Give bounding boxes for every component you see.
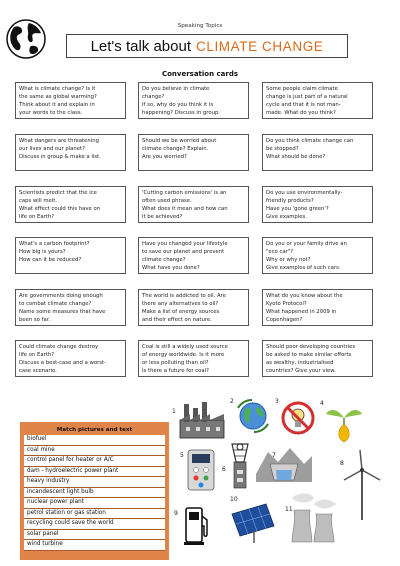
conversation-card [262,289,373,326]
card-text-line: Why or why not? [266,257,311,263]
conversation-card [15,186,126,223]
factory-icon [178,400,226,440]
card-text-line: the same as global warming? [19,94,97,100]
card-text-line: there any alternatives to oil? [142,301,219,307]
card-text-line: What do you know about the [266,293,343,299]
card-text-line: Some people claim climate [266,86,338,92]
biofuel-sprout-icon [324,400,364,444]
title-main: Let's talk about [90,37,191,55]
card-text-line: Should we be worried about [142,138,217,144]
card-text-line: been so far. [19,317,51,323]
matching-item: biofuel [24,435,165,446]
conversation-card [15,82,126,119]
conversation-card [138,186,249,223]
conversation-card [262,82,373,119]
card-text-line: caps will melt. [19,198,58,204]
card-text-line: Do you or your family drive an [266,241,347,247]
card-text-line: your words to the class. [19,110,83,116]
card-text-line: Is there a future for coal? [142,368,209,374]
matching-item: recycling could save the world [24,519,165,530]
conversation-card [138,82,249,119]
card-text-line: Do you use environmentally- [266,190,343,196]
card-text-line: What dangers are threatening [19,138,99,144]
card-text-line: Kyoto Protocol? [266,301,307,307]
card-text-line: Are you worried? [142,154,187,160]
picture-number: 3 [275,398,279,405]
matching-title: Match pictures and text [56,427,133,433]
card-text-line: How big is yours? [19,249,66,255]
matching-item: petrol station or gas station [24,509,165,520]
picture-number: 11 [285,506,293,513]
card-text-line: Do you think climate change can [266,138,354,144]
card-text-line: Give examples. [266,214,307,220]
conversation-card [15,289,126,326]
no-light-bulb-icon [280,400,316,436]
card-text-line: Scientists predict that the ice [19,190,97,196]
picture-number: 2 [230,398,234,405]
card-text-line: change? [142,94,165,100]
title-highlight: CLIMATE CHANGE [196,38,324,54]
conversation-card [138,340,249,377]
card-text-line: life on Earth? [19,352,55,358]
picture-number: 8 [340,460,344,467]
picture-number: 6 [222,466,226,473]
card-text-line: made. What do you think? [266,110,336,116]
conversation-cards-heading: Conversation cards [161,70,239,78]
card-text-line: it be achieved? [142,214,183,220]
card-text-line: Give examples of such cars. [266,265,341,271]
picture-number: 5 [180,452,184,459]
conversation-card [138,134,249,171]
card-text-line: Make a list of energy sources [142,309,220,315]
nuclear-plant-icon [290,490,340,544]
matching-item: solar panel [24,530,165,541]
card-text-line: to save our planet and prevent [142,249,225,255]
card-text-line: cycle and that it is not man- [266,102,341,108]
card-text-line: or less polluting than oil? [142,360,209,366]
card-text-line: countries? Give your view. [266,368,336,374]
control-panel-icon [186,448,216,492]
card-text-line: Could climate change destroy [19,344,99,350]
card-text-line: 'Cutting carbon emissions' is an [142,190,227,196]
conversation-card [262,186,373,223]
card-text-line: What have you done? [142,265,200,271]
card-text-line: life on Earth? [19,214,55,220]
card-text-line: often used phrase. [142,198,192,204]
matching-item: incandescent light bulb [24,488,165,499]
card-text-line: What happened in 2009 in [266,309,337,315]
matching-item: dam - hydroelectric power plant [24,467,165,478]
card-text-line: Name some measures that have [19,309,106,315]
card-text-line: of energy worldwide. Is it more [142,352,225,358]
card-text-line: Have you 'gone green'? [266,206,329,212]
coal-mine-icon [226,442,254,490]
card-text-line: The world is addicted to oil. Are [142,293,226,299]
conversation-card [262,340,373,377]
card-text-line: to combat climate change? [19,301,92,307]
card-text-line: What's a carbon footprint? [19,241,90,247]
picture-number: 7 [272,452,276,459]
card-text-line: as wealthy, industrialised [266,360,334,366]
card-text-line: How can it be reduced? [19,257,82,263]
picture-number: 4 [320,400,324,407]
picture-number: 9 [174,510,178,517]
card-text-line: "eco car"? [266,249,294,255]
card-text-line: Discuss in group & make a list. [19,154,101,160]
conversation-card [262,134,373,171]
matching-item: control panel for heater or A/C [24,456,165,467]
card-text-line: What should be done? [266,154,326,160]
dam-icon [256,444,312,482]
matching-item: heavy industry [24,477,165,488]
picture-number: 10 [230,496,238,503]
conversation-card [138,289,249,326]
card-text-line: case scenario. [19,368,57,374]
card-text-line: and their effect on nature. [142,317,212,323]
card-text-line: our lives and our planet? [19,146,85,152]
card-text-line: What is climate change? Is it [19,86,96,92]
card-text-line: Do you believe in climate [142,86,210,92]
conversation-card [138,237,249,274]
card-text-line: What does it mean and how can [142,206,228,212]
conversation-card [15,134,126,171]
title-box [66,34,348,58]
card-text-line: friendly products? [266,198,314,204]
card-text-line: If so, why do you think it is [142,102,214,108]
card-text-line: Copenhagen? [266,317,303,323]
matching-list [24,435,165,551]
conversation-card [262,237,373,274]
card-text-line: What effect could this have on [19,206,101,212]
wind-turbine-icon [340,448,384,522]
card-text-line: Discuss a best-case and a worst- [19,360,107,366]
card-text-line: be stopped? [266,146,299,152]
solar-panel-icon [228,500,276,544]
matching-box [20,422,169,560]
card-text-line: happening? Discuss in group. [142,110,220,116]
card-text-line: Think about it and explain in [19,102,95,108]
recycling-globe-icon [234,398,272,434]
card-text-line: Are governments doing enough [19,293,103,299]
matching-item: nuclear power plant [24,498,165,509]
speaking-topics-label: Speaking Topics [177,23,223,29]
card-text-line: Coal is still a widely used source [142,344,228,350]
petrol-pump-icon [182,504,212,546]
card-text-line: climate change? [142,257,186,263]
conversation-card [15,237,126,274]
card-text-line: be asked to make similar efforts [266,352,352,358]
matching-item: coal mine [24,446,165,457]
card-text-line: Have you changed your lifestyle [142,241,228,247]
conversation-card [15,340,126,377]
card-text-line: change is just part of a natural [266,94,348,100]
card-text-line: Should poor developing countries [266,344,356,350]
matching-item: wind turbine [24,540,165,551]
picture-number: 1 [172,408,176,415]
card-text-line: climate change? Explain. [142,146,209,152]
